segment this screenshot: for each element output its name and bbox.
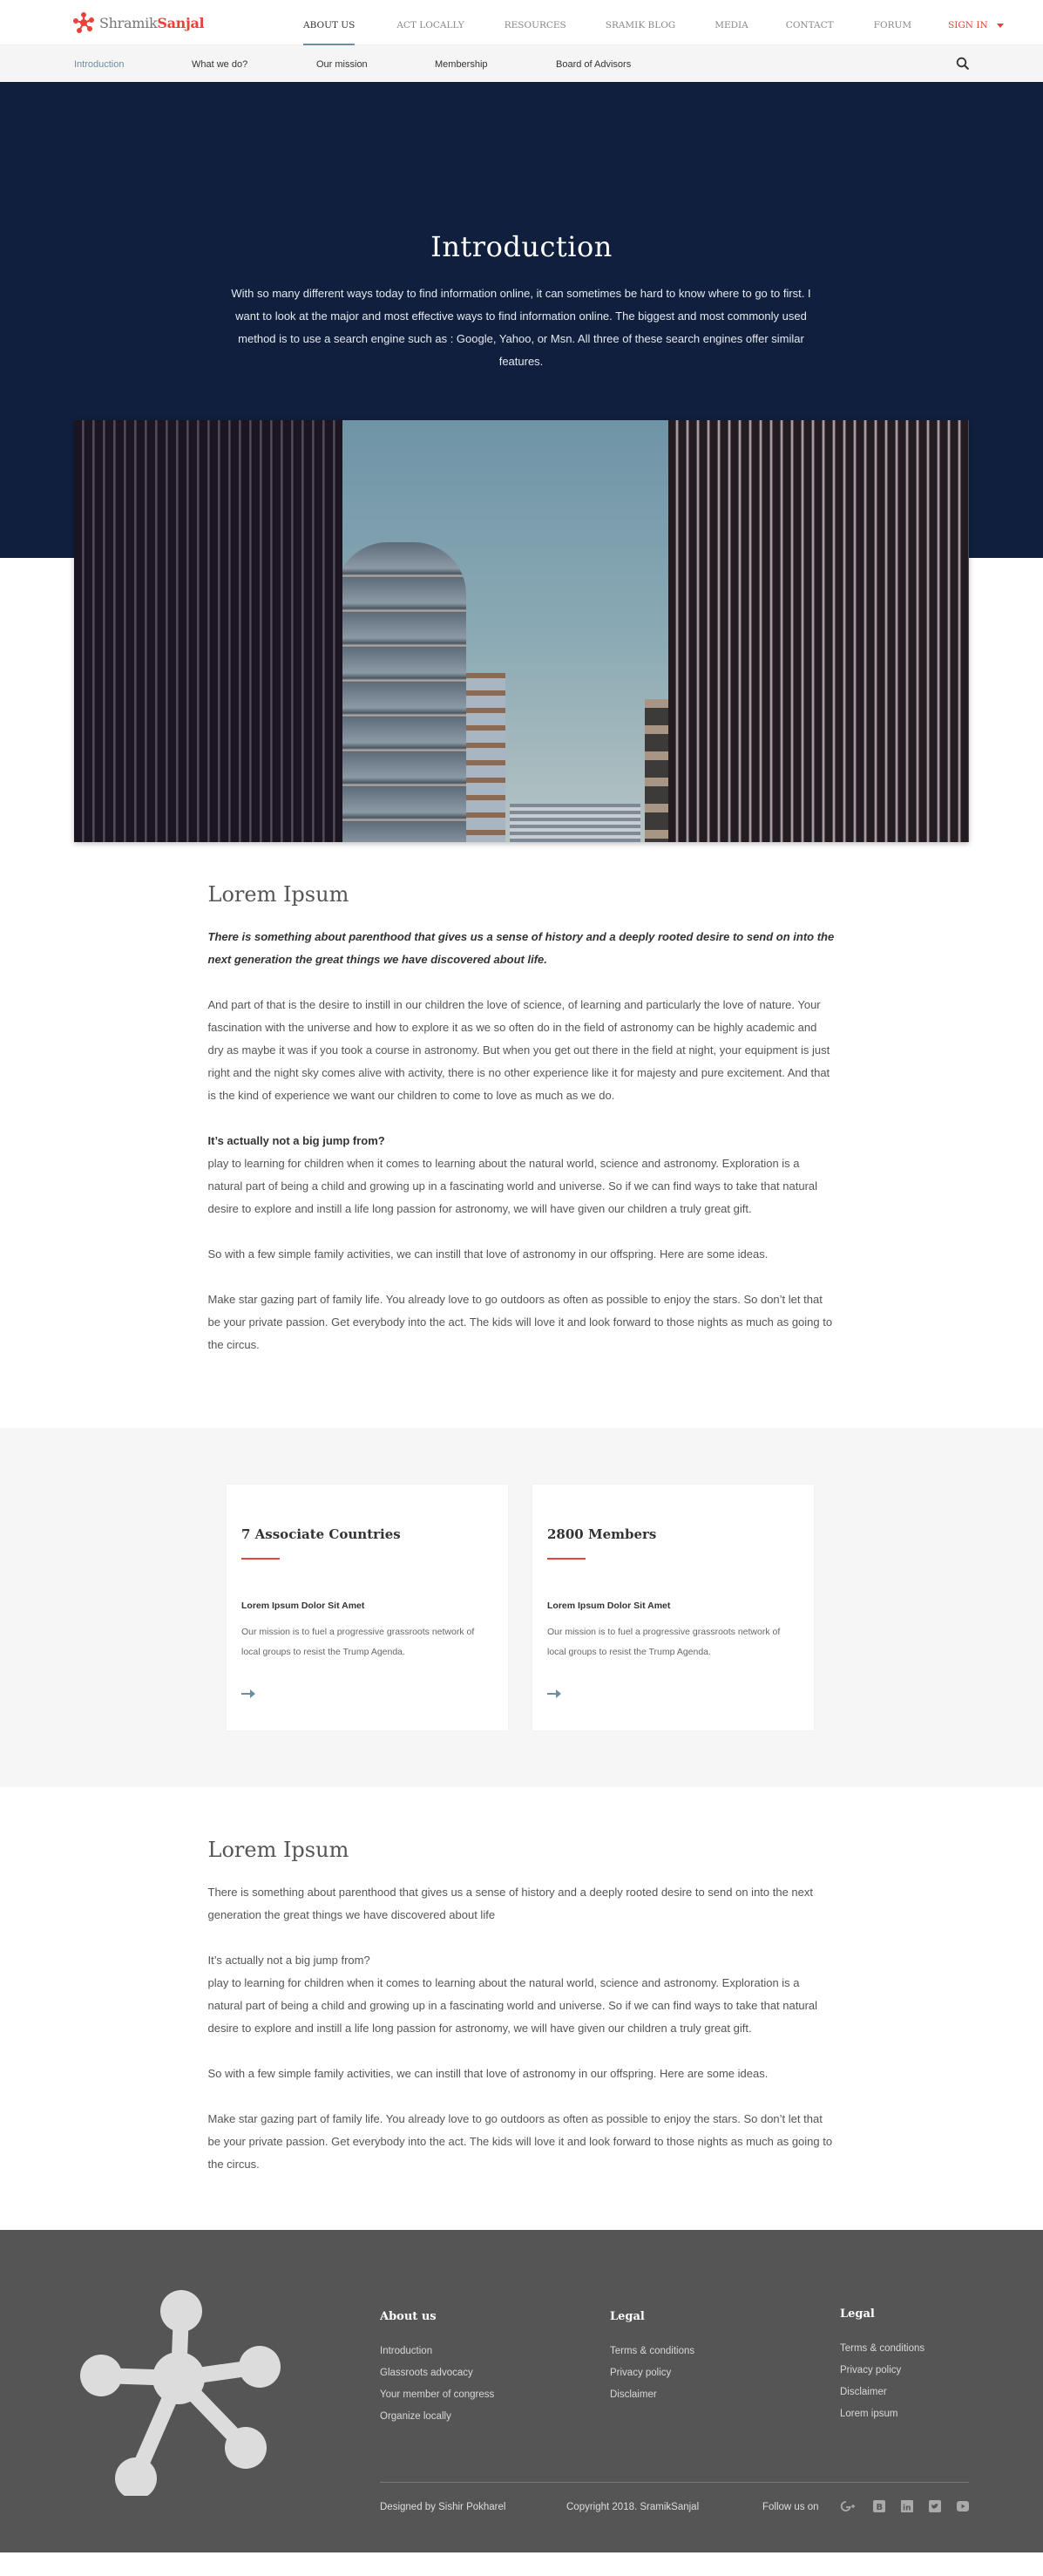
subnav-introduction[interactable]: Introduction xyxy=(74,59,125,70)
search-icon[interactable] xyxy=(956,57,970,71)
chevron-down-icon xyxy=(997,24,1004,28)
footer-link[interactable]: Lorem ipsum xyxy=(840,2409,898,2419)
hero-intro-text: With so many different ways today to find information online, it can sometimes be hard to know where to go to first. I want to look at the major and most effective ways to find information online. The biggest and most commonly used method is to use a search engine such as : Google, Yahoo, or Msn. All three of these search engines offer similar features. xyxy=(231,287,811,368)
footer-link[interactable]: Your member of congress xyxy=(380,2389,495,2400)
stats-section xyxy=(0,1428,1043,1787)
copyright-text: Copyright 2018. SramikSanjal xyxy=(566,2502,700,2512)
footer-col-legal-2 xyxy=(840,2308,924,2430)
footer-link[interactable]: Disclaimer xyxy=(840,2387,887,2397)
article-paragraph: Make star gazing part of family life. You already love to go outdoors as often as possible to enjoy the stars. So don’t let that be your private passion. Get everybody into the act. The kids will love it and look forward to those nights as much as going to the circus. xyxy=(207,2112,833,2171)
network-logo-icon xyxy=(70,2278,288,2496)
sub-nav xyxy=(0,45,1043,82)
article-heading: Lorem Ipsum xyxy=(207,1838,349,1862)
footer-divider xyxy=(380,2482,969,2483)
subnav-membership[interactable]: Membership xyxy=(435,59,488,70)
footer-col-legal xyxy=(610,2310,694,2411)
article-question: It’s actually not a big jump from? xyxy=(207,1134,385,1147)
site-footer xyxy=(0,2230,1043,2552)
nav-resources[interactable]: RESOURCES xyxy=(504,20,566,31)
stat-subtitle: Lorem Ipsum Dolor Sit Amet xyxy=(547,1601,671,1611)
article-heading: Lorem Ipsum xyxy=(207,882,349,907)
svg-text:in: in xyxy=(903,2504,911,2512)
main-nav xyxy=(303,0,1004,45)
image-mid-building xyxy=(466,673,505,842)
footer-link[interactable]: Introduction xyxy=(380,2346,433,2356)
page-title: Introduction xyxy=(430,230,613,263)
article-paragraph-text: play to learning for children when it comes to learning about the natural world, science and astronomy. Exploration is a natural part of being a child and growing up in a fascinating world and universe. So if we can find ways to take that natural desire to explore and instill a life long passion for astronomy, we will have given our children a truly great gift. xyxy=(207,1157,818,1215)
stat-card xyxy=(532,1485,814,1730)
article-paragraph: And part of that is the desire to instill in our children the love of science, of learning and particularly the love of nature. Your fascination with the universe and how to explore it as we so often do in the field of astronomy can be highly academic and dry as maybe it was if you took a course in astronomy. But when you get out there in the field at night, your equipment is just right and the night sky comes alive with activity, there is no other experience like it for majesty and pure excitement. And that is the kind of experience we want our children to come to love as much as we do. xyxy=(207,998,830,1102)
image-left-facade xyxy=(74,420,342,842)
footer-link[interactable]: Organize locally xyxy=(380,2411,451,2422)
hero-image-buildings xyxy=(74,420,969,842)
blogger-icon[interactable] xyxy=(873,2500,885,2512)
image-tower xyxy=(335,542,466,842)
footer-col-heading: Legal xyxy=(610,2310,645,2323)
hero-section xyxy=(0,82,1043,558)
accent-divider xyxy=(547,1558,586,1560)
article-section-2 xyxy=(208,1787,836,2230)
image-right-facade xyxy=(668,420,969,842)
arrow-right-icon[interactable] xyxy=(547,1689,561,1698)
site-logo[interactable] xyxy=(73,12,204,33)
stat-card xyxy=(227,1485,508,1730)
logo-text: ShramikSanjal xyxy=(99,14,205,31)
article-paragraph xyxy=(208,1130,836,1220)
social-links xyxy=(840,2500,969,2512)
article-question: It’s actually not a big jump from? xyxy=(207,1954,370,1967)
nav-forum[interactable]: FORUM xyxy=(873,20,912,31)
footer-link[interactable]: Glassroots advocacy xyxy=(380,2368,473,2378)
nav-sramik-blog[interactable]: SRAMIK BLOG xyxy=(605,20,676,31)
article-paragraph xyxy=(208,1949,836,2040)
footer-link[interactable]: Privacy policy xyxy=(840,2365,902,2375)
footer-link[interactable]: Terms & conditions xyxy=(840,2343,925,2354)
arrow-right-icon[interactable] xyxy=(241,1689,255,1698)
subnav-our-mission[interactable]: Our mission xyxy=(316,59,368,70)
footer-col-heading: Legal xyxy=(840,2308,875,2321)
nav-about-us[interactable]: ABOUT US xyxy=(303,0,355,45)
twitter-icon[interactable] xyxy=(929,2500,941,2512)
article-paragraph-text: play to learning for children when it comes to learning about the natural world, science and astronomy. Exploration is a natural part of being a child and growing up in a fascinating world and universe. So if we can find ways to take that natural desire to explore and instill a life long passion for astronomy, we will have given our children a truly great gift. xyxy=(207,1976,818,2035)
stat-title: 7 Associate Countries xyxy=(241,1526,401,1542)
youtube-icon[interactable] xyxy=(957,2500,969,2512)
follow-label: Follow us on xyxy=(762,2502,819,2512)
stat-title: 2800 Members xyxy=(547,1526,657,1542)
nav-media[interactable]: MEDIA xyxy=(715,20,748,31)
footer-link[interactable]: Terms & conditions xyxy=(610,2346,695,2356)
stat-subtitle: Lorem Ipsum Dolor Sit Amet xyxy=(241,1601,365,1611)
footer-link[interactable]: Disclaimer xyxy=(610,2389,657,2400)
article-paragraph: So with a few simple family activities, we can instill that love of astronomy in our offspring. Here are some ideas. xyxy=(207,2067,769,2080)
accent-divider xyxy=(241,1558,280,1560)
network-logo-icon xyxy=(73,12,94,33)
article-paragraph: Make star gazing part of family life. You already love to go outdoors as often as possible to enjoy the stars. So don’t let that be your private passion. Get everybody into the act. The kids will love it and look forward to those nights as much as going to the circus. xyxy=(207,1293,833,1351)
footer-link[interactable]: Privacy policy xyxy=(610,2368,672,2378)
article-lead: There is something about parenthood that gives us a sense of history and a deeply rooted desire to send on into the next generation the great things we have discovered about life xyxy=(207,1886,814,1921)
sign-in-label: SIGN IN xyxy=(948,20,988,31)
article-lead: There is something about parenthood that gives us a sense of history and a deeply rooted desire to send on into the next generation the great things we have discovered about life. xyxy=(207,930,835,966)
subnav-board-of-advisors[interactable]: Board of Advisors xyxy=(556,59,632,70)
nav-contact[interactable]: CONTACT xyxy=(785,20,834,31)
stat-text: Our mission is to fuel a progressive grassroots network of local groups to resist the Trump Agenda. xyxy=(241,1627,475,1657)
stat-text: Our mission is to fuel a progressive grassroots network of local groups to resist the Trump Agenda. xyxy=(547,1627,781,1657)
designer-credit: Designed by Sishir Pokharel xyxy=(380,2502,506,2512)
google-plus-icon[interactable] xyxy=(840,2500,857,2512)
nav-act-locally[interactable]: ACT LOCALLY xyxy=(396,20,464,31)
top-navbar xyxy=(0,0,1043,45)
footer-col-about xyxy=(380,2310,494,2433)
article-paragraph: So with a few simple family activities, we can instill that love of astronomy in our offspring. Here are some ideas. xyxy=(207,1247,769,1261)
footer-col-heading: About us xyxy=(380,2310,437,2323)
image-low-building xyxy=(510,804,640,842)
subnav-what-we-do[interactable]: What we do? xyxy=(192,59,248,70)
linkedin-icon[interactable] xyxy=(901,2500,913,2512)
sign-in-button[interactable] xyxy=(948,0,1004,45)
svg-text:B: B xyxy=(876,2503,884,2512)
